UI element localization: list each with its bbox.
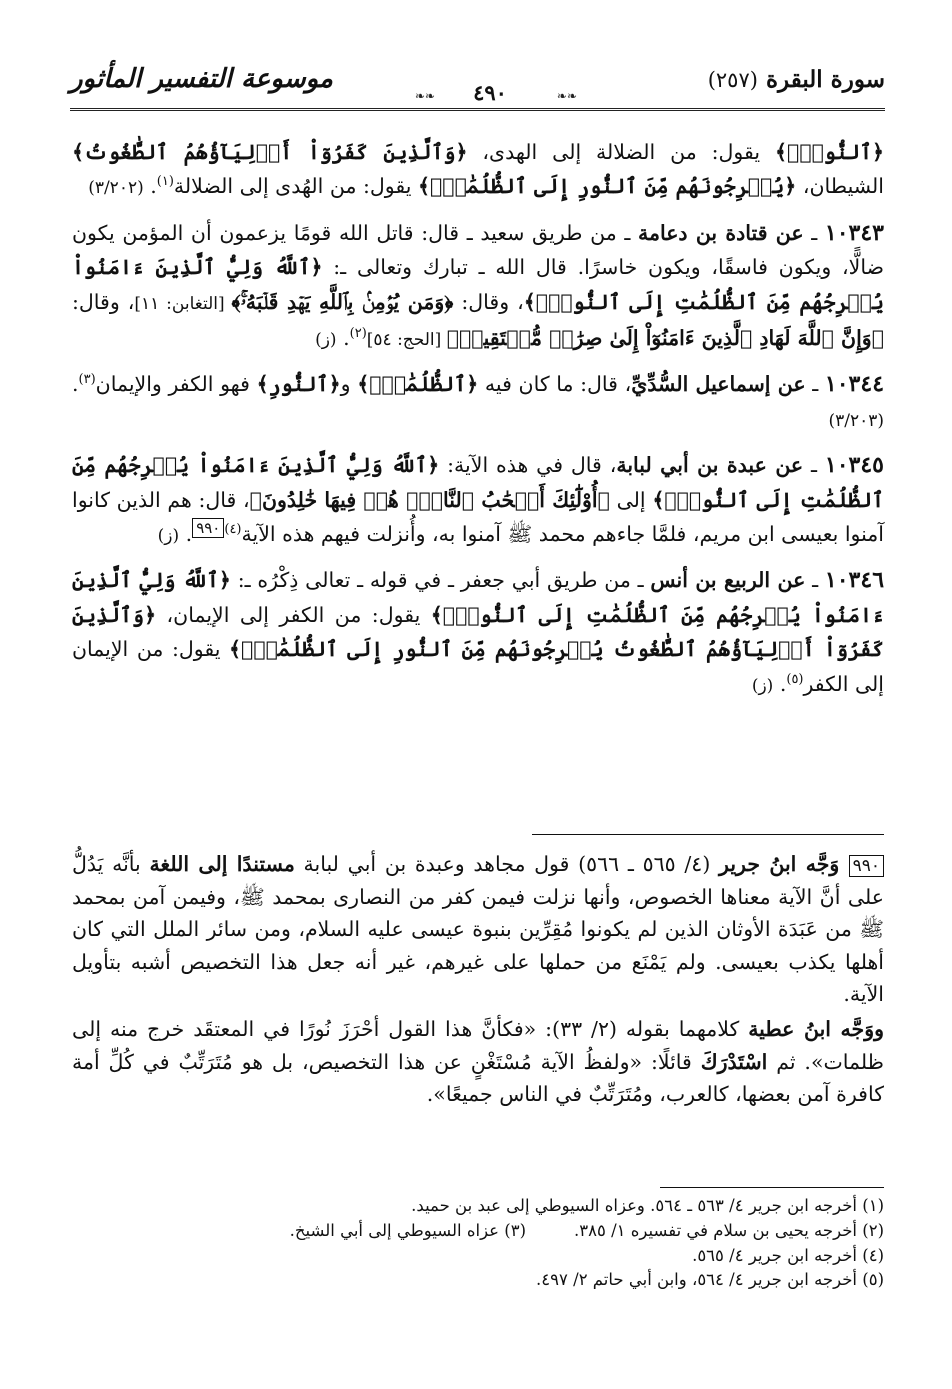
- bold-phrase: مستندًا إلى اللغة: [149, 852, 295, 876]
- narrator-name: عن الربيع بن أنس: [650, 568, 806, 593]
- running-header: [70, 62, 885, 110]
- commentary-section: [72, 848, 884, 1113]
- quran-quote: ﴿ٱللَّهُ وَلِيُّ ٱلَّذِينَ ءَامَنُواْ يُخۡرِجُهُم مِّنَ ٱلظُّلُمَٰتِ إِلَى ٱلنُّورِۖ﴾: [72, 453, 884, 512]
- narration-10343: [72, 216, 884, 358]
- footnote-5: (٥) أخرجه ابن جرير ٤/ ٥٦٤، وابن أبي حاتم ٢/ ٤٩٧.: [536, 1270, 884, 1290]
- text: يقول: من الضلالة إلى الهدى،: [467, 140, 776, 164]
- text: يقول: من الإيمان إلى الكفر: [72, 637, 884, 696]
- quran-quote: ﴿ٱلظُّلُمَٰتِۗ﴾: [357, 372, 479, 397]
- commentary-divider: [532, 834, 884, 835]
- narrator-name: عن قتادة بن دعامة: [637, 220, 804, 245]
- footnote-1: (١) أخرجه ابن جرير ٤/ ٥٦٣ ـ ٥٦٤. وعزاه السيوطي إلى عبد بن حميد.: [411, 1196, 884, 1215]
- text: ـ: [803, 453, 825, 478]
- footnotes-divider: [660, 1187, 884, 1188]
- commentary-paragraph: [72, 1013, 884, 1111]
- footnote-marker[interactable]: (٣): [78, 372, 96, 388]
- text: كلامهما بقوله (٢/ ٣٣): «فكأنَّ هذا القول أحْرَزَ نُورًا في المعتقَد خرج منه إلى ظلمات». ثم: [72, 1016, 884, 1074]
- surah-reference: [الحج: ٥٤]: [366, 330, 447, 351]
- page-number: ٤٩٠: [473, 80, 507, 105]
- quran-quote: ﴿ٱلنُّورِ﴾: [256, 372, 341, 397]
- surah-reference: [التغابن: ١١]: [134, 293, 232, 314]
- footnotes: [72, 1194, 884, 1293]
- quran-quote: ﴿ٱللَّهُ وَلِيُّ ٱلَّذِينَ ءَامَنُواْ يُخۡرِجُهُم مِّنَ ٱلظُّلُمَٰتِ إِلَى ٱلنُّورِۖ﴾: [72, 568, 884, 627]
- footnote-marker[interactable]: (١): [156, 174, 174, 190]
- text: فهو الكفر والإيمان: [95, 372, 257, 397]
- quran-quote: ﴿وَإِنَّ ٱللَّهَ لَهَادِ ٱلَّذِينَ ءَامَنُوٓاْ إِلَىٰ صِرَٰطٖ مُّسۡتَقِيمٖ﴾: [446, 326, 884, 351]
- scholar-name: ووَجَّه ابنُ عطية: [748, 1016, 884, 1041]
- text: ـ: [805, 568, 825, 593]
- source-mark: (ز): [751, 675, 774, 696]
- narration-10346: [72, 563, 884, 703]
- surah-title: [708, 66, 885, 93]
- footnote-marker[interactable]: (٤): [224, 522, 242, 538]
- ornament-icon: ❧❧: [415, 89, 436, 103]
- quran-quote: ﴿وَٱلَّذِينَ كَفَرُوٓاْ أَوۡلِيَآؤُهُمُ ٱلطَّٰغُوتُ﴾: [72, 140, 468, 164]
- text: يقول: من الكفر إلى الإيمان،: [156, 602, 431, 627]
- footnote-marker[interactable]: (٢): [349, 326, 367, 342]
- footnote-row: [72, 1219, 884, 1244]
- quran-quote: ﴿ٱلنُّورِۖ﴾: [775, 140, 884, 164]
- text: بأنَّه يَدُلُّ على أنَّ الآية معناها الخصوص، وأنها نزلت فيمن كفر من النصارى بمحمد ﷺ، وفيمن آمن بمحمد ﷺ من عَبَدَة الأوثان الذين لم يكونوا مُقِرِّين بنبوة عيسى عليه السلام، ومن سائر الملل التي كان أهلها يكذب بعيسى. ولم يَمْنَع من حملها على غيرهم، غير أنه جعل هذا التخصيص أشبه بتأويل الآية.: [72, 852, 884, 1007]
- text: يقول: من الهُدى إلى الضلالة: [173, 174, 418, 199]
- footnote-4: (٤) أخرجه ابن جرير ٤/ ٥٦٥.: [692, 1245, 884, 1265]
- text: ، قال: هم الذين كانوا آمنوا بعيسى ابن مريم، فلمَّا جاءهم محمد ﷺ آمنوا به، وأُنزلت فيهم هذه الآية: [72, 487, 884, 547]
- narration-number: ١٠٣٤٦: [824, 567, 885, 594]
- ayah-number: (٢٥٧): [707, 68, 758, 92]
- book-title: موسوعة التفسير المأثور: [70, 64, 333, 94]
- text: .: [336, 326, 350, 351]
- quran-quote: ﴿ٱللَّهُ وَلِيُّ ٱلَّذِينَ ءَامَنُواْ يُخۡرِجُهُم مِّنَ ٱلظُّلُمَٰتِ إِلَى ٱلنُّورِۖ﴾: [72, 255, 884, 314]
- narration-10344: [72, 367, 884, 438]
- text: .: [179, 522, 193, 547]
- text: ـ: [803, 220, 825, 245]
- text: قائلًا: «ولفظُ الآية مُسْتَغْنٍ عن هذا التخصيص، بل هو مُتَرَتِّبٌ في كُلِّ أمة كافرة آمن بعضها، كالعرب، ومُتَرَتِّبٌ في الناس جميعًا».: [72, 1049, 884, 1107]
- scholar-name: وَجَّه ابنُ جرير: [719, 852, 849, 876]
- narration-number: ١٠٣٤٤: [824, 371, 885, 398]
- footnote-2: (٢) أخرجه يحيى بن سلام في تفسيره ١/ ٣٨٥.: [574, 1220, 884, 1240]
- commentary-link-box[interactable]: ٩٩٠: [192, 518, 224, 538]
- text: إلى: [609, 487, 653, 512]
- main-text: [72, 135, 884, 713]
- ornament-icon: ❧❧: [556, 89, 577, 103]
- text: (٤/ ٥٦٥ ـ ٥٦٦) قول مجاهد وعبدة بن أبي لبابة: [294, 852, 720, 876]
- text: .: [72, 372, 79, 397]
- bold-phrase: اسْتَدْرَكَ: [700, 1049, 768, 1074]
- quran-quote: ﴿وَمَن يُؤۡمِنۢ بِٱللَّهِ يَهۡدِ قَلۡبَهُۥۚ﴾: [231, 289, 454, 314]
- text: ، قال في هذه الآية:: [439, 453, 617, 478]
- text: .: [773, 671, 787, 696]
- surah-name: سورة البقرة: [765, 66, 885, 93]
- footnote-3: (٣) عزاه السيوطي إلى أبي الشيخ.: [289, 1220, 527, 1240]
- paragraph-continuation: [72, 135, 884, 206]
- quran-quote: ﴿وَٱلَّذِينَ كَفَرُوٓاْ أَوۡلِيَآؤُهُمُ ٱلطَّٰغُوتُ يُخۡرِجُونَهُم مِّنَ ٱلنُّورِ إِلَى ٱلظُّلُمَٰتِۗ﴾: [72, 602, 884, 662]
- commentary-number-box: ٩٩٠: [849, 855, 884, 877]
- text: .: [143, 174, 157, 199]
- footnote-marker[interactable]: (٥): [786, 671, 804, 687]
- quran-quote: ﴿أُوْلَٰٓئِكَ أَصۡحَٰبُ ٱلنَّارِۖ هُمۡ فِيهَا خَٰلِدُونَ﴾: [249, 487, 610, 512]
- text: الشيطان،: [796, 174, 884, 199]
- text: و: [340, 372, 358, 397]
- source-mark: (ز): [157, 526, 180, 547]
- volume-reference: (٣/٢٠٣): [828, 410, 884, 431]
- text: ـ من طريق سعيد ـ قال: قاتل الله قومًا يزعمون أن المؤمن يكون ضالًّا، ويكون فاسقًا، ويكون خاسرًا. قال الله ـ تبارك وتعالى ـ:: [72, 220, 884, 280]
- header-rule: [70, 108, 885, 111]
- narration-number: ١٠٣٤٣: [824, 219, 884, 246]
- text: ، وقال:: [453, 289, 524, 314]
- narration-number: ١٠٣٤٥: [824, 452, 884, 479]
- narration-10345: [72, 448, 884, 553]
- source-mark: (ز): [315, 330, 337, 351]
- quran-quote: ﴿يُخۡرِجُونَهُم مِّنَ ٱلنُّورِ إِلَى ٱلظُّلُمَٰتِۗ﴾: [417, 174, 797, 199]
- text: ـ من طريق أبي جعفر ـ في قوله ـ تعالى ذِكْرُه ـ:: [230, 568, 651, 593]
- narrator-name: عن إسماعيل السُّدِّيِّ: [631, 372, 806, 397]
- narrator-name: عن عبدة بن أبي لبابة: [616, 453, 804, 478]
- volume-reference: (٣/٢٠٢): [88, 178, 144, 199]
- commentary-paragraph: [72, 848, 884, 1011]
- text: ، وقال:: [72, 289, 135, 314]
- text: ، قال: ما كان فيه: [478, 372, 632, 397]
- text: ـ: [805, 372, 825, 397]
